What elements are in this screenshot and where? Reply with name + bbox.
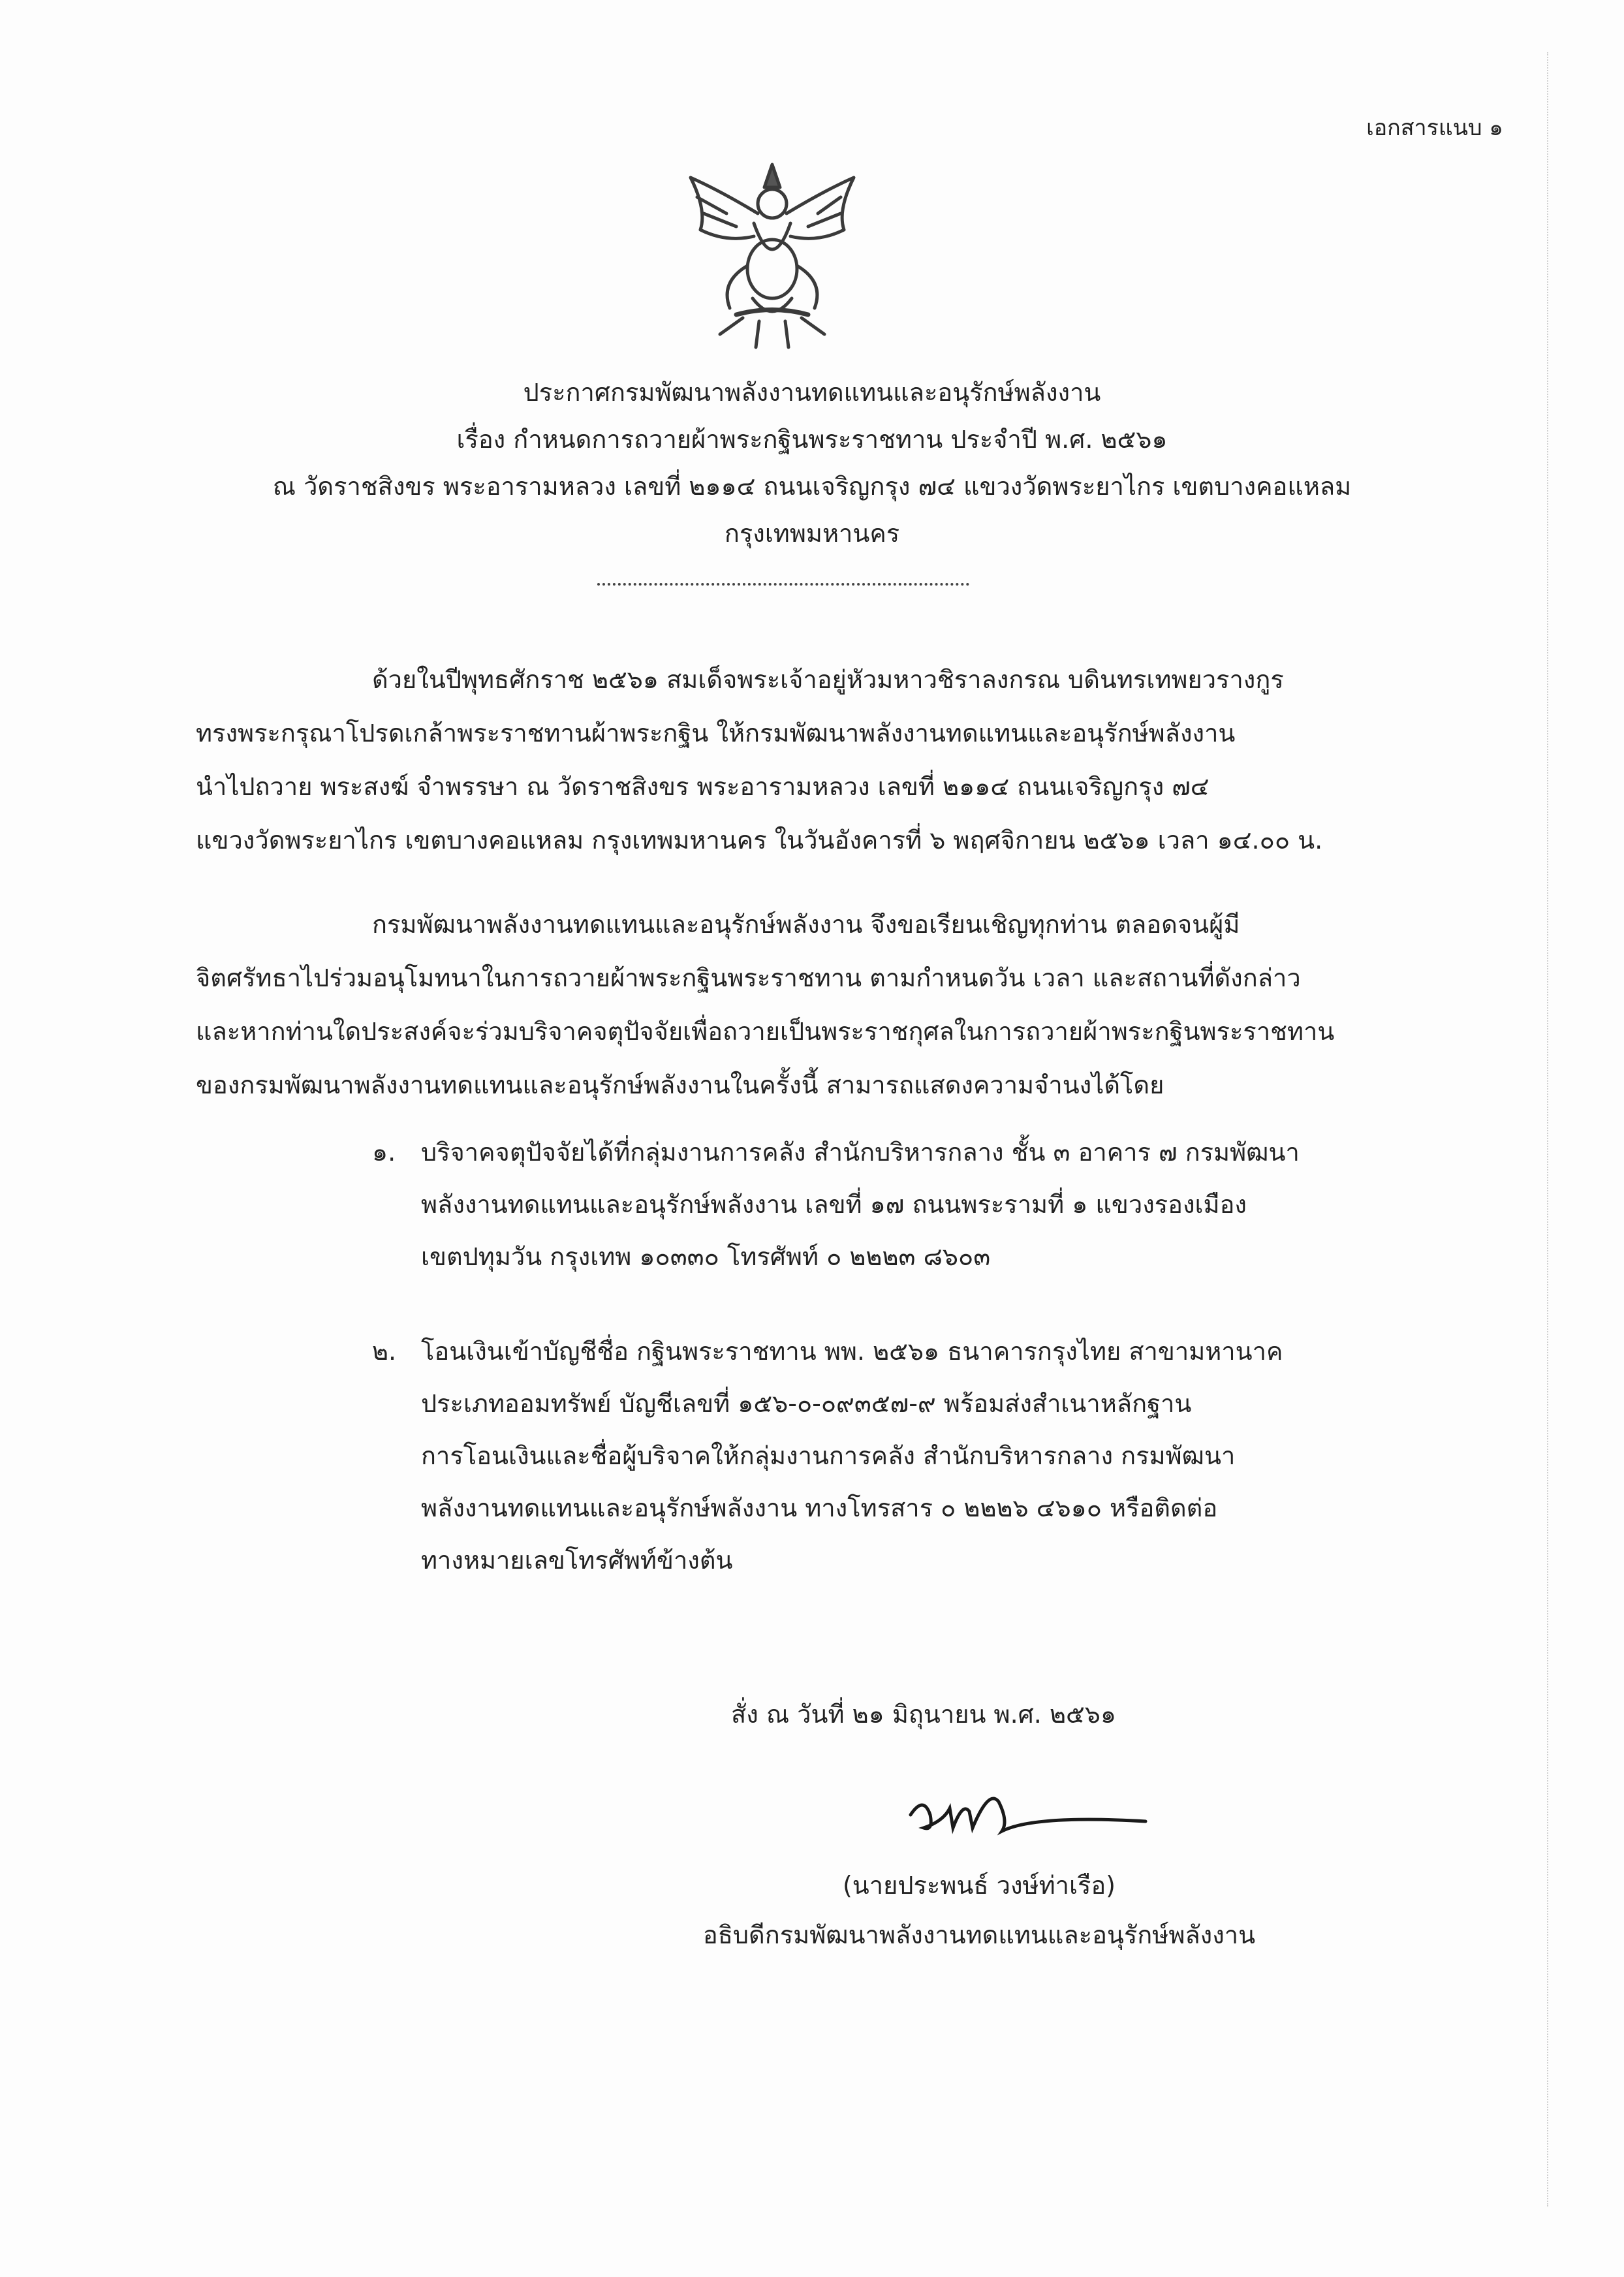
paragraph-line: ด้วยในปีพุทธศักราช ๒๕๖๑ สมเด็จพระเจ้าอยู่หัวมหาวชิราลงกรณ บดินทรเทพยวรางกูร	[372, 665, 1284, 694]
title-line-4: กรุงเทพมหานคร	[724, 519, 900, 548]
list-item-line: โอนเงินเข้าบัญชีชื่อ กฐินพระราชทาน พพ. ๒๕๖๑ ธนาคารกรุงไทย สาขามหานาค	[421, 1337, 1283, 1366]
list-item-number: ๑.	[372, 1138, 396, 1167]
paragraph-line: จิตศรัทธาไปร่วมอนุโมทนาในการถวายผ้าพระกฐินพระราชทาน ตามกำหนดวัน เวลา และสถานที่ดังกล่าว	[196, 964, 1301, 992]
list-item-line: เขตปทุมวัน กรุงเทพ ๑๐๓๓๐ โทรศัพท์ ๐ ๒๒๒๓ ๘๖๐๓	[421, 1242, 991, 1271]
paragraph-2	[196, 898, 1416, 1112]
paragraph-line: ของกรมพัฒนาพลังงานทดแทนและอนุรักษ์พลังงานในครั้งนี้ สามารถแสดงความจำนงได้โดย	[196, 1071, 1164, 1099]
title-line-1: ประกาศกรมพัฒนาพลังงานทดแทนและอนุรักษ์พลังงาน	[523, 378, 1101, 407]
list-item-number: ๒.	[372, 1337, 397, 1366]
signer-block	[698, 1861, 1260, 1960]
paragraph-line: แขวงวัดพระยาไกร เขตบางคอแหลม กรุงเทพมหานคร ในวันอังคารที่ ๖ พฤศจิกายน ๒๕๖๑ เวลา ๑๔.๐๐ น.	[196, 826, 1323, 855]
list-item	[352, 1126, 1423, 1283]
signature-image	[904, 1776, 1152, 1847]
list-item-line: บริจาคจตุปัจจัยได้ที่กลุ่มงานการคลัง สำนักบริหารกลาง ชั้น ๓ อาคาร ๗ กรมพัฒนา	[421, 1138, 1300, 1167]
list-item-line: ทางหมายเลขโทรศัพท์ข้างต้น	[421, 1546, 733, 1575]
garuda-emblem-icon	[681, 151, 864, 354]
list-item-line: พลังงานทดแทนและอนุรักษ์พลังงาน เลขที่ ๑๗ ถนนพระรามที่ ๑ แขวงรองเมือง	[421, 1190, 1247, 1219]
issue-date: สั่ง ณ วันที่ ๒๑ มิถุนายน พ.ศ. ๒๕๖๑	[731, 1700, 1117, 1729]
list-item	[352, 1325, 1423, 1586]
signer-position: อธิบดีกรมพัฒนาพลังงานทดแทนและอนุรักษ์พลังงาน	[702, 1921, 1256, 1949]
paragraph-1	[196, 653, 1416, 867]
title-line-3: ณ วัดราชสิงขร พระอารามหลวง เลขที่ ๒๑๑๔ ถนนเจริญกรุง ๗๔ แขวงวัดพระยาไกร เขตบางคอแหลม	[272, 472, 1352, 501]
announcement-title	[0, 369, 1624, 557]
list-item-line: การโอนเงินและชื่อผู้บริจาคให้กลุ่มงานการคลัง สำนักบริหารกลาง กรมพัฒนา	[421, 1441, 1236, 1470]
paragraph-line: ทรงพระกรุณาโปรดเกล้าพระราชทานผ้าพระกฐิน ให้กรมพัฒนาพลังงานทดแทนและอนุรักษ์พลังงาน	[196, 719, 1236, 747]
list-item-line: ประเภทออมทรัพย์ บัญชีเลขที่ ๑๕๖-๐-๐๙๓๕๗-๙ พร้อมส่งสำเนาหลักฐาน	[421, 1389, 1192, 1418]
paragraph-line: นำไปถวาย พระสงฆ์ จำพรรษา ณ วัดราชสิงขร พระอารามหลวง เลขที่ ๒๑๑๔ ถนนเจริญกรุง ๗๔	[196, 772, 1210, 801]
paragraph-line: และหากท่านใดประสงค์จะร่วมบริจาคจตุปัจจัยเพื่อถวายเป็นพระราชกุศลในการถวายผ้าพระกฐินพระราชทาน	[196, 1017, 1335, 1046]
paragraph-line: กรมพัฒนาพลังงานทดแทนและอนุรักษ์พลังงาน จึงขอเรียนเชิญทุกท่าน ตลอดจนผู้มี	[372, 910, 1240, 939]
attachment-label: เอกสารแนบ ๑	[1366, 115, 1503, 141]
dotted-divider	[597, 583, 969, 586]
signer-name: (นายประพนธ์ วงษ์ท่าเรือ)	[842, 1871, 1116, 1900]
title-line-2: เรื่อง กำหนดการถวายผ้าพระกฐินพระราชทาน ประจำปี พ.ศ. ๒๕๖๑	[456, 425, 1168, 454]
list-item-line: พลังงานทดแทนและอนุรักษ์พลังงาน ทางโทรสาร ๐ ๒๒๒๖ ๔๖๑๐ หรือติดต่อ	[421, 1494, 1218, 1522]
